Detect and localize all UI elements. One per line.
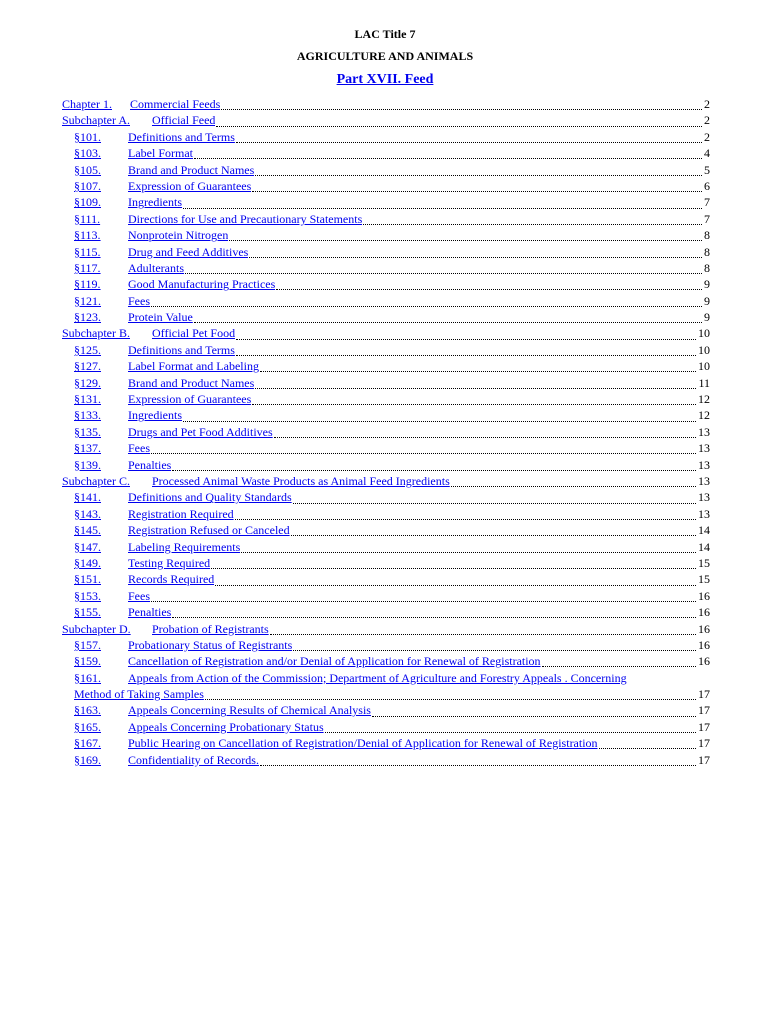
toc-entry-title-link[interactable]: Registration Refused or Canceled bbox=[128, 523, 290, 538]
toc-entry-number-link[interactable]: §137. bbox=[74, 441, 101, 456]
toc-entry-number-link[interactable]: §125. bbox=[74, 342, 101, 357]
toc-entry-number-link[interactable]: §107. bbox=[74, 178, 101, 193]
toc-entry-number-link[interactable]: §139. bbox=[74, 457, 101, 472]
toc-page-number: 15 bbox=[698, 572, 710, 587]
dot-leader bbox=[451, 477, 696, 487]
toc-entry-title-link[interactable]: Probationary Status of Registrants bbox=[128, 637, 293, 652]
toc-entry[interactable] bbox=[62, 96, 710, 112]
toc-page-number: 7 bbox=[704, 211, 710, 226]
toc-entry-title-link[interactable]: Good Manufacturing Practices bbox=[128, 277, 276, 292]
dot-leader bbox=[235, 510, 696, 520]
toc-entry-title-link[interactable]: Public Hearing on Cancellation of Registration/Denial of Application for Renewal of Registration bbox=[128, 736, 598, 751]
dot-leader bbox=[236, 346, 696, 356]
toc-entry[interactable] bbox=[62, 391, 710, 407]
dot-leader bbox=[270, 625, 696, 635]
toc-entry-title-link[interactable]: Adulterants bbox=[128, 260, 184, 275]
toc-entry-title-link[interactable]: Official Feed bbox=[152, 113, 216, 128]
toc-page-number: 15 bbox=[698, 555, 710, 570]
dot-leader bbox=[241, 543, 696, 553]
toc-page-number: 8 bbox=[704, 260, 710, 275]
toc-entry-title-link[interactable]: Fees bbox=[128, 293, 150, 308]
toc-entry-title-link[interactable]: Method of Taking Samples bbox=[74, 687, 204, 702]
toc-entry-number-link[interactable]: §149. bbox=[74, 555, 101, 570]
toc-entry[interactable] bbox=[62, 489, 710, 505]
toc-entry-number-link[interactable]: §169. bbox=[74, 752, 101, 767]
toc-page-number: 9 bbox=[704, 277, 710, 292]
toc-page-number: 6 bbox=[704, 178, 710, 193]
toc-entry[interactable] bbox=[62, 539, 710, 555]
toc-entry[interactable] bbox=[62, 555, 710, 571]
toc-page-number: 13 bbox=[698, 441, 710, 456]
toc-entry-number-link[interactable]: §105. bbox=[74, 162, 101, 177]
toc-entry[interactable] bbox=[62, 752, 710, 768]
dot-leader bbox=[293, 494, 696, 504]
dot-leader bbox=[205, 690, 696, 700]
toc-entry-title-link[interactable]: Fees bbox=[128, 441, 150, 456]
toc-page-number: 17 bbox=[698, 752, 710, 767]
toc-page-number: 10 bbox=[698, 342, 710, 357]
toc-page-number: 17 bbox=[698, 703, 710, 718]
dot-leader bbox=[293, 641, 696, 651]
toc-entry-title-link[interactable]: Appeals from Action of the Commission; Department of Agriculture and Forestry Appeals . Concerning bbox=[128, 670, 627, 685]
toc-page-number: 10 bbox=[698, 326, 710, 341]
toc-page-number: 7 bbox=[704, 195, 710, 210]
toc-entry-number-link[interactable]: Subchapter B. bbox=[62, 326, 130, 341]
toc-entry-title-link[interactable]: Expression of Guarantees bbox=[128, 178, 252, 193]
toc-page-number: 17 bbox=[698, 719, 710, 734]
document-title: LAC Title 7 bbox=[354, 27, 416, 41]
toc-entry-number-link[interactable]: §127. bbox=[74, 359, 101, 374]
toc-entry-title-link[interactable]: Nonprotein Nitrogen bbox=[128, 228, 229, 243]
toc-entry-title-link[interactable]: Protein Value bbox=[128, 310, 193, 325]
dot-leader bbox=[215, 576, 696, 586]
toc-page-number: 17 bbox=[698, 687, 710, 702]
toc-entry-number-link[interactable]: §151. bbox=[74, 572, 101, 587]
toc-page-number: 13 bbox=[698, 457, 710, 472]
toc-entry[interactable] bbox=[62, 457, 710, 473]
toc-entry-title-link[interactable]: Commercial Feeds bbox=[130, 97, 221, 111]
toc-entry-title-link[interactable]: Records Required bbox=[128, 572, 215, 587]
table-of-contents bbox=[62, 96, 710, 768]
dot-leader bbox=[260, 756, 696, 766]
toc-entry[interactable] bbox=[62, 129, 710, 145]
toc-entry-number-link[interactable]: §129. bbox=[74, 375, 101, 390]
dot-leader bbox=[194, 149, 702, 159]
toc-entry[interactable] bbox=[62, 637, 710, 653]
toc-page-number: 14 bbox=[698, 523, 710, 538]
dot-leader bbox=[211, 559, 696, 569]
toc-entry[interactable] bbox=[62, 227, 710, 243]
toc-entry-number-link[interactable]: §113. bbox=[74, 228, 101, 243]
toc-page-number: 13 bbox=[698, 424, 710, 439]
dot-leader bbox=[276, 280, 702, 290]
toc-entry-title-link[interactable]: Label Format bbox=[128, 146, 193, 161]
dot-leader bbox=[183, 412, 696, 422]
dot-leader bbox=[260, 362, 696, 372]
toc-page-number: 2 bbox=[704, 113, 710, 128]
toc-page-number: 16 bbox=[698, 621, 710, 636]
toc-entry-title-link[interactable]: Testing Required bbox=[128, 555, 211, 570]
toc-page-number: 8 bbox=[704, 228, 710, 243]
toc-entry[interactable] bbox=[62, 621, 710, 637]
toc-entry-number-link[interactable]: §111. bbox=[74, 211, 101, 226]
dot-leader bbox=[185, 264, 702, 274]
toc-page-number: 16 bbox=[698, 588, 710, 603]
toc-entry[interactable] bbox=[62, 244, 710, 260]
toc-page-number: 2 bbox=[704, 129, 710, 144]
toc-entry[interactable] bbox=[62, 506, 710, 522]
toc-entry-number-link[interactable]: §119. bbox=[74, 277, 101, 292]
toc-entry[interactable] bbox=[62, 211, 710, 227]
toc-entry-number-link[interactable]: §135. bbox=[74, 424, 101, 439]
toc-page-number: 5 bbox=[704, 162, 710, 177]
toc-entry-number-link[interactable]: §117. bbox=[74, 260, 101, 275]
toc-entry-title-link[interactable]: Expression of Guarantees bbox=[128, 392, 252, 407]
dot-leader bbox=[172, 608, 696, 618]
toc-entry-number-link[interactable]: §165. bbox=[74, 719, 101, 734]
toc-entry-number-link[interactable]: §101. bbox=[74, 129, 101, 144]
toc-entry-number-link[interactable]: §161. bbox=[74, 670, 101, 685]
dot-leader bbox=[236, 330, 696, 340]
dot-leader bbox=[291, 526, 696, 536]
toc-entry-title-link[interactable]: Ingredients bbox=[128, 408, 182, 423]
toc-entry-title-link[interactable]: Probation of Registrants bbox=[152, 621, 269, 636]
toc-entry-title-link[interactable]: Cancellation of Registration and/or Denial of Application for Renewal of Registration bbox=[128, 654, 541, 669]
toc-entry-number-link[interactable]: §167. bbox=[74, 736, 101, 751]
toc-entry-number-link[interactable]: §145. bbox=[74, 523, 101, 538]
toc-page-number: 13 bbox=[698, 490, 710, 505]
toc-entry-number-link[interactable]: §163. bbox=[74, 703, 101, 718]
toc-entry[interactable] bbox=[62, 735, 710, 751]
toc-entry-title-link[interactable]: Registration Required bbox=[128, 506, 234, 521]
part-heading-text[interactable]: Part XVII. Feed bbox=[336, 72, 434, 87]
toc-page-number: 9 bbox=[704, 293, 710, 308]
toc-entry-number-link[interactable]: Subchapter A. bbox=[62, 113, 130, 128]
document-subtitle: AGRICULTURE AND ANIMALS bbox=[296, 49, 474, 63]
toc-entry-title-link[interactable]: Drugs and Pet Food Additives bbox=[128, 424, 273, 439]
dot-leader bbox=[249, 248, 702, 258]
toc-entry[interactable] bbox=[62, 162, 710, 178]
dot-leader bbox=[194, 313, 702, 323]
toc-entry[interactable] bbox=[62, 309, 710, 325]
toc-entry[interactable] bbox=[62, 719, 710, 735]
toc-page-number: 13 bbox=[698, 506, 710, 521]
toc-page-number: 13 bbox=[698, 473, 710, 488]
toc-entry-number-link[interactable]: Subchapter C. bbox=[62, 473, 130, 488]
toc-page-number: 9 bbox=[704, 310, 710, 325]
toc-entry-number-link[interactable]: §109. bbox=[74, 195, 101, 210]
toc-page-number: 16 bbox=[698, 637, 710, 652]
dot-leader bbox=[172, 461, 696, 471]
toc-entry[interactable] bbox=[62, 407, 710, 423]
toc-entry[interactable] bbox=[62, 571, 710, 587]
toc-entry-title-link[interactable]: Brand and Product Names bbox=[128, 375, 255, 390]
toc-entry-number-link[interactable]: §133. bbox=[74, 408, 101, 423]
toc-entry[interactable] bbox=[62, 686, 710, 702]
toc-entry[interactable] bbox=[62, 653, 710, 669]
toc-entry-number-link[interactable]: Subchapter D. bbox=[62, 621, 131, 636]
toc-entry-number-link[interactable]: §141. bbox=[74, 490, 101, 505]
toc-entry[interactable] bbox=[62, 194, 710, 210]
toc-page-number: 4 bbox=[704, 146, 710, 161]
toc-entry-number-link[interactable]: §143. bbox=[74, 506, 101, 521]
toc-entry[interactable] bbox=[62, 260, 710, 276]
toc-entry[interactable] bbox=[62, 375, 710, 391]
toc-entry-title-link[interactable]: Processed Animal Waste Products as Animal Feed Ingredients bbox=[152, 473, 450, 488]
toc-entry-title-link[interactable]: Ingredients bbox=[128, 195, 182, 210]
toc-entry-title-link[interactable]: Drug and Feed Additives bbox=[128, 244, 249, 259]
dot-leader bbox=[542, 657, 696, 667]
toc-entry-title-link[interactable]: Confidentiality of Records. bbox=[128, 752, 259, 767]
toc-entry[interactable] bbox=[62, 702, 710, 718]
toc-page-number: 2 bbox=[704, 97, 710, 111]
dot-leader bbox=[372, 707, 696, 717]
toc-entry-title-link[interactable]: Definitions and Terms bbox=[128, 342, 235, 357]
toc-entry[interactable] bbox=[62, 293, 710, 309]
dot-leader bbox=[325, 723, 696, 733]
toc-entry-title-link[interactable]: Appeals Concerning Results of Chemical Analysis bbox=[128, 703, 371, 718]
toc-entry-number-link[interactable]: §123. bbox=[74, 310, 101, 325]
toc-entry-title-link[interactable]: Fees bbox=[128, 588, 150, 603]
dot-leader bbox=[151, 592, 696, 602]
toc-entry[interactable] bbox=[62, 588, 710, 604]
toc-entry-number-link[interactable]: §159. bbox=[74, 654, 101, 669]
dot-leader bbox=[255, 166, 702, 176]
toc-entry[interactable] bbox=[62, 276, 710, 292]
part-heading-link[interactable] bbox=[0, 72, 770, 88]
toc-entry[interactable] bbox=[62, 522, 710, 538]
toc-page-number: 17 bbox=[698, 736, 710, 751]
toc-page-number: 10 bbox=[698, 359, 710, 374]
toc-entry-title-link[interactable]: Label Format and Labeling bbox=[128, 359, 259, 374]
toc-entry[interactable] bbox=[62, 112, 710, 128]
toc-entry-title-link[interactable]: Brand and Product Names bbox=[128, 162, 255, 177]
toc-entry-title-link[interactable]: Penalties bbox=[128, 457, 172, 472]
dot-leader bbox=[599, 739, 696, 749]
toc-entry-title-link[interactable]: Directions for Use and Precautionary Statements bbox=[128, 211, 363, 226]
toc-page-number: 11 bbox=[698, 375, 710, 390]
toc-entry[interactable] bbox=[62, 358, 710, 374]
dot-leader bbox=[216, 117, 702, 127]
toc-entry-title-link[interactable]: Labeling Requirements bbox=[128, 539, 241, 554]
dot-leader bbox=[151, 297, 702, 307]
toc-entry[interactable] bbox=[62, 604, 710, 620]
toc-entry[interactable] bbox=[62, 178, 710, 194]
toc-entry-number-link[interactable]: §115. bbox=[74, 244, 101, 259]
toc-entry-title-link[interactable]: Appeals Concerning Probationary Status bbox=[128, 719, 324, 734]
toc-entry-number-link[interactable]: §157. bbox=[74, 637, 101, 652]
dot-leader bbox=[255, 379, 696, 389]
dot-leader bbox=[229, 231, 702, 241]
toc-entry-title-link[interactable]: Definitions and Quality Standards bbox=[128, 490, 292, 505]
toc-entry-number-link[interactable]: §155. bbox=[74, 605, 101, 620]
toc-page-number: 12 bbox=[698, 408, 710, 423]
toc-page-number: 16 bbox=[698, 654, 710, 669]
toc-entry[interactable] bbox=[62, 145, 710, 161]
dot-leader bbox=[274, 428, 696, 438]
toc-entry[interactable] bbox=[62, 342, 710, 358]
toc-entry-number-link[interactable]: §121. bbox=[74, 293, 101, 308]
toc-entry-title-link[interactable]: Definitions and Terms bbox=[128, 129, 235, 144]
toc-entry-title-link[interactable]: Penalties bbox=[128, 605, 172, 620]
dot-leader bbox=[252, 395, 696, 405]
toc-entry-number-link[interactable]: §153. bbox=[74, 588, 101, 603]
toc-entry-number-link[interactable]: §131. bbox=[74, 392, 101, 407]
toc-entry-number-link[interactable]: §103. bbox=[74, 146, 101, 161]
toc-page-number: 8 bbox=[704, 244, 710, 259]
toc-entry[interactable] bbox=[62, 440, 710, 456]
toc-page-number: 16 bbox=[698, 605, 710, 620]
dot-leader bbox=[363, 215, 702, 225]
toc-entry[interactable] bbox=[62, 473, 710, 489]
toc-entry[interactable] bbox=[62, 325, 710, 341]
dot-leader bbox=[183, 199, 702, 209]
toc-entry[interactable] bbox=[62, 670, 710, 686]
toc-entry-number-link[interactable]: Chapter 1. bbox=[62, 97, 112, 111]
toc-entry-title-link[interactable]: Official Pet Food bbox=[152, 326, 236, 341]
dot-leader bbox=[221, 100, 702, 110]
toc-page-number: 12 bbox=[698, 392, 710, 407]
dot-leader bbox=[151, 444, 696, 454]
toc-entry[interactable] bbox=[62, 424, 710, 440]
dot-leader bbox=[252, 182, 702, 192]
dot-leader bbox=[236, 133, 702, 143]
toc-page-number: 14 bbox=[698, 539, 710, 554]
toc-entry-number-link[interactable]: §147. bbox=[74, 539, 101, 554]
